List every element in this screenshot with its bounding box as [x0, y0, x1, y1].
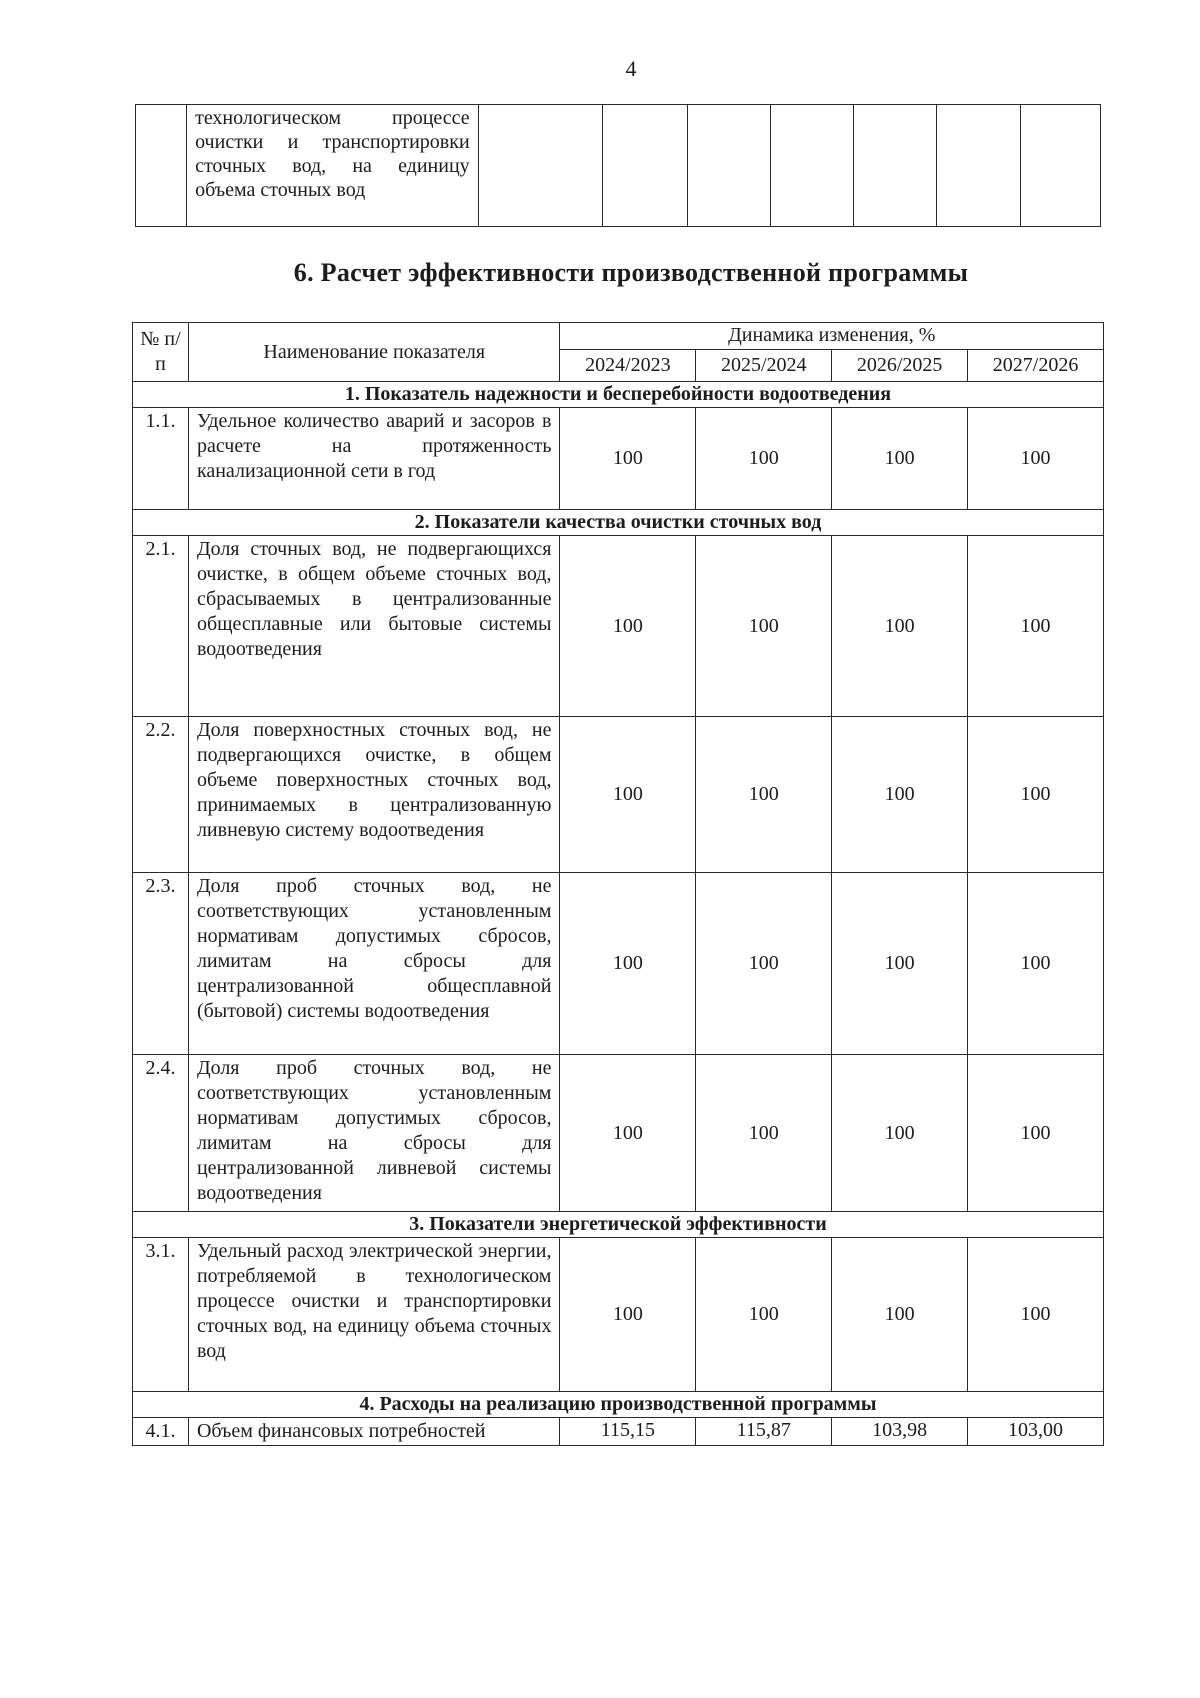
row-number: 2.1.: [133, 536, 189, 717]
header-year: 2024/2023: [560, 349, 696, 381]
group-title: 3. Показатели энергетической эффективности: [133, 1212, 1104, 1238]
table-row: [133, 536, 1104, 717]
row-number: 1.1.: [133, 408, 189, 510]
table-row: [133, 873, 1104, 1055]
empty-cell: [603, 105, 687, 227]
dynamics-value: 100: [968, 536, 1104, 717]
header-year: 2025/2024: [696, 349, 832, 381]
empty-cell: [854, 105, 937, 227]
table-row: [133, 717, 1104, 873]
dynamics-value: 100: [832, 717, 968, 873]
indicator-name: Доля поверхностных сточных вод, не подвергающихся очистке, в общем объеме поверхностных сточных вод, принимаемых в централизованную ливневую систему водоотведения: [188, 717, 560, 873]
dynamics-value: 103,98: [832, 1418, 968, 1446]
previous-table-fragment: [135, 104, 1101, 227]
row-number: 4.1.: [133, 1418, 189, 1446]
header-year: 2027/2026: [968, 349, 1104, 381]
dynamics-value: 100: [832, 873, 968, 1055]
header-year: 2026/2025: [832, 349, 968, 381]
header-dynamics: Динамика изменения, %: [560, 323, 1104, 350]
dynamics-value: 100: [696, 408, 832, 510]
table-row: [133, 408, 1104, 510]
row-number: 3.1.: [133, 1238, 189, 1392]
dynamics-value: 100: [696, 717, 832, 873]
dynamics-value: 100: [696, 1238, 832, 1392]
dynamics-value: 100: [968, 1055, 1104, 1212]
indicator-name: Доля проб сточных вод, не соответствующих установленным нормативам допустимых сбросов, лимитам на сбросы для централизованной общесплавной (бытовой) системы водоотведения: [188, 873, 560, 1055]
indicator-name: Объем финансовых потребностей: [188, 1418, 560, 1446]
indicator-name: Удельное количество аварий и засоров в расчете на протяженность канализационной сети в год: [188, 408, 560, 510]
dynamics-value: 100: [560, 873, 696, 1055]
group-row: [133, 1392, 1104, 1418]
section-title: 6. Расчет эффективности производственной программы: [293, 258, 969, 287]
header-number: № п/п: [133, 323, 189, 382]
dynamics-value: 100: [832, 1238, 968, 1392]
dynamics-value: 100: [560, 536, 696, 717]
group-row: [133, 510, 1104, 536]
group-title: 1. Показатель надежности и бесперебойности водоотведения: [133, 382, 1104, 408]
empty-cell: [937, 105, 1020, 227]
dynamics-value: 100: [696, 536, 832, 717]
table-row: [133, 1418, 1104, 1446]
table-row: [136, 105, 1101, 227]
header-indicator-name: Наименование показателя: [188, 323, 560, 382]
empty-cell: [136, 105, 187, 227]
empty-cell: [770, 105, 853, 227]
dynamics-value: 100: [832, 536, 968, 717]
dynamics-value: 115,15: [560, 1418, 696, 1446]
efficiency-table: [132, 322, 1104, 1446]
group-row: [133, 382, 1104, 408]
header-row: [133, 323, 1104, 350]
dynamics-value: 100: [832, 408, 968, 510]
dynamics-value: 115,87: [696, 1418, 832, 1446]
dynamics-value: 103,00: [968, 1418, 1104, 1446]
dynamics-value: 100: [696, 1055, 832, 1212]
dynamics-value: 100: [832, 1055, 968, 1212]
row-number: 2.3.: [133, 873, 189, 1055]
empty-cell: [687, 105, 770, 227]
empty-cell: [1020, 105, 1100, 227]
table-row: [133, 1055, 1104, 1212]
row-number: 2.2.: [133, 717, 189, 873]
dynamics-value: 100: [560, 1238, 696, 1392]
empty-cell: [478, 105, 603, 227]
table-row: [133, 1238, 1104, 1392]
dynamics-value: 100: [968, 717, 1104, 873]
dynamics-value: 100: [560, 408, 696, 510]
group-row: [133, 1212, 1104, 1238]
dynamics-value: 100: [968, 408, 1104, 510]
dynamics-value: 100: [968, 1238, 1104, 1392]
indicator-name: Удельный расход электрической энергии, потребляемой в технологическом процессе очистки и транспортировки сточных вод, на единицу объема сточных вод: [188, 1238, 560, 1392]
dynamics-value: 100: [968, 873, 1104, 1055]
indicator-name: Доля проб сточных вод, не соответствующих установленным нормативам допустимых сбросов, лимитам на сбросы для централизованной ливневой системы водоотведения: [188, 1055, 560, 1212]
dynamics-value: 100: [560, 1055, 696, 1212]
group-title: 2. Показатели качества очистки сточных вод: [133, 510, 1104, 536]
page-number: 4: [625, 56, 637, 81]
indicator-name: Доля сточных вод, не подвергающихся очистке, в общем объеме сточных вод, сбрасываемых в централизованные общесплавные или бытовые системы водоотведения: [188, 536, 560, 717]
fragment-text: технологическом процессе очистки и транспортировки сточных вод, на единицу объема сточных вод: [187, 105, 479, 227]
dynamics-value: 100: [560, 717, 696, 873]
group-title: 4. Расходы на реализацию производственной программы: [133, 1392, 1104, 1418]
row-number: 2.4.: [133, 1055, 189, 1212]
dynamics-value: 100: [696, 873, 832, 1055]
